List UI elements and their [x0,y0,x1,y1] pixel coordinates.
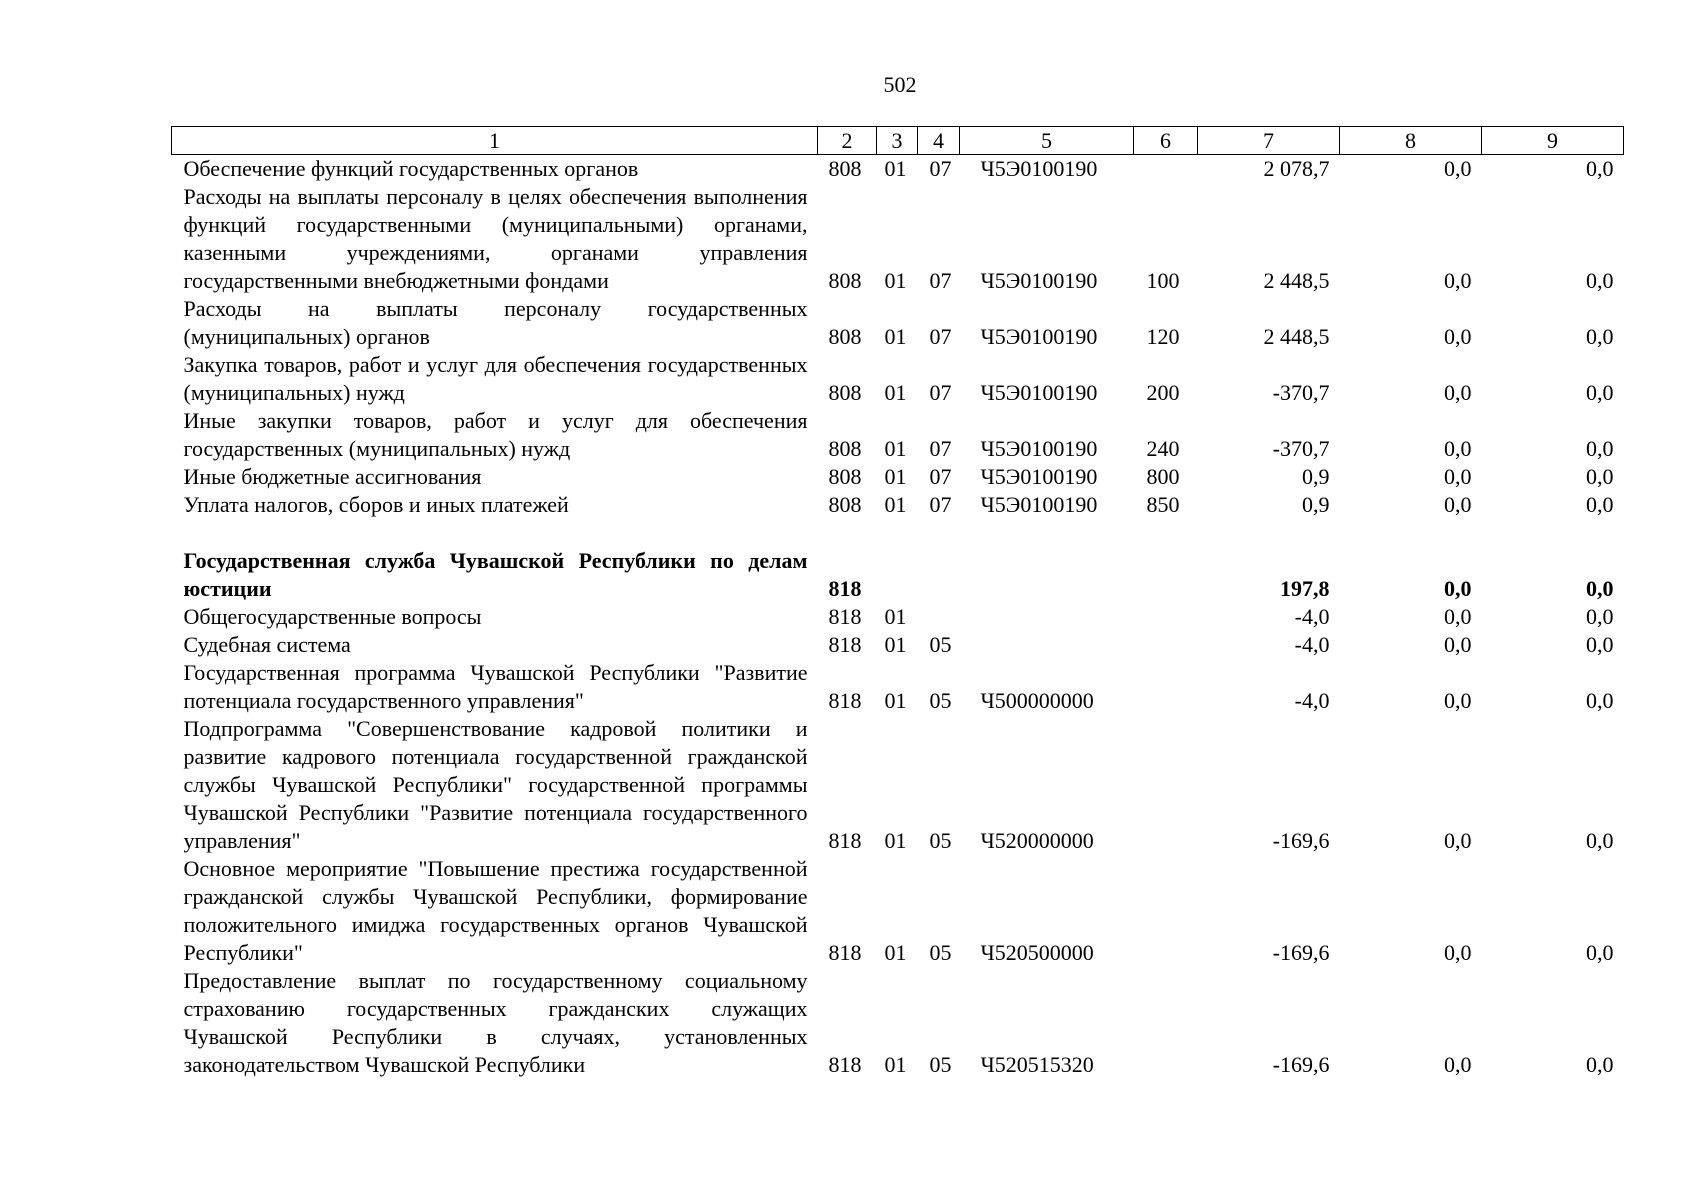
expense-type-cell [1134,631,1198,659]
subsection-code-cell: 07 [929,492,952,517]
target-article-cell: Ч520500000 [980,940,1094,965]
subsection-code-cell: 07 [929,380,952,405]
expense-type-cell: 850 [1146,492,1180,517]
subsection-code-cell: 05 [929,1052,952,1077]
row-name-cell: Закупка товаров, работ и услуг для обеспечения государственных (муниципальных) нужд [183,352,808,405]
section-code-cell: 01 [884,828,907,853]
admin-code-cell: 808 [828,324,862,349]
row-name-cell: Иные закупки товаров, работ и услуг для обеспечения государственных (муниципальных) нужд [183,408,808,461]
amount-col-9-cell: 0,0 [1586,688,1614,713]
row-name-cell: Уплата налогов, сборов и иных платежей [183,492,569,517]
section-code-cell: 01 [884,156,907,181]
admin-code-cell: 808 [828,492,862,517]
table-row [172,631,1624,659]
expense-type-cell [1134,547,1198,603]
table-row [172,463,1624,491]
admin-code-cell: 818 [828,632,862,657]
amount-col-8-cell: 0,0 [1444,940,1472,965]
target-article-cell [960,631,1134,659]
amount-col-7-cell: 2 448,5 [1263,324,1330,349]
amount-col-7-cell: 2 078,7 [1263,156,1330,181]
target-article-cell: Ч5Э0100190 [980,156,1098,181]
subsection-code-cell: 07 [929,268,952,293]
amount-col-7-cell: -370,7 [1272,380,1330,405]
table-row [172,407,1624,463]
amount-col-9-cell: 0,0 [1586,576,1614,601]
amount-col-8-cell: 0,0 [1444,380,1472,405]
row-name-cell: Основное мероприятие "Повышение престижа государственной гражданской службы Чувашской Республики, формирование положительного имиджа государственных органов Чувашской Республики" [183,856,808,965]
amount-col-9-cell: 0,0 [1586,604,1614,629]
section-code-cell: 01 [884,464,907,489]
admin-code-cell: 808 [828,436,862,461]
section-code-cell: 01 [884,268,907,293]
table-row [172,491,1624,519]
row-name-cell: Государственная программа Чувашской Республики "Развитие потенциала государственного управления" [183,660,808,713]
row-name-cell: Подпрограмма "Совершенствование кадровой политики и развитие кадрового потенциала государственной гражданской службы Чувашской Республики" государственной программы Чувашской Республики "Развитие потенциала государственного управления" [183,716,808,853]
row-name-cell: Обеспечение функций государственных органов [183,156,639,181]
amount-col-9-cell: 0,0 [1586,436,1614,461]
amount-col-7-cell: 0,9 [1302,464,1330,489]
amount-col-8-cell: 0,0 [1444,576,1472,601]
section-code-cell: 01 [884,604,907,629]
admin-code-cell: 808 [828,268,862,293]
spacer-cell [172,519,1624,547]
table-row [172,967,1624,1079]
amount-col-7-cell: 0,9 [1302,492,1330,517]
amount-col-7-cell: -4,0 [1294,632,1330,657]
expense-type-cell [1134,967,1198,1079]
header-row [172,127,1624,155]
header-col-7: 7 [1198,127,1340,155]
table-row [172,603,1624,631]
amount-col-9-cell: 0,0 [1586,492,1614,517]
amount-col-7-cell: -4,0 [1294,604,1330,629]
table-row [172,855,1624,967]
admin-code-cell: 818 [828,1052,862,1077]
expense-type-cell [1134,855,1198,967]
section-code-cell: 01 [884,632,907,657]
amount-col-8-cell: 0,0 [1444,688,1472,713]
header-col-1: 1 [172,127,818,155]
row-name-cell: Общегосударственные вопросы [183,604,482,629]
section-code-cell: 01 [884,324,907,349]
amount-col-9-cell: 0,0 [1586,156,1614,181]
amount-col-8-cell: 0,0 [1444,604,1472,629]
section-code-cell: 01 [884,436,907,461]
admin-code-cell: 818 [828,576,862,601]
subsection-code-cell: 05 [929,940,952,965]
table-header [172,127,1624,155]
amount-col-8-cell: 0,0 [1444,632,1472,657]
admin-code-cell: 818 [828,828,862,853]
expense-type-cell: 100 [1146,268,1180,293]
row-name-cell: Расходы на выплаты персоналу государственных (муниципальных) органов [183,296,808,349]
amount-col-8-cell: 0,0 [1444,464,1472,489]
table-body [172,155,1624,1080]
section-code-cell: 01 [884,940,907,965]
amount-col-8-cell: 0,0 [1444,492,1472,517]
target-article-cell: Ч520515320 [980,1052,1094,1077]
target-article-cell: Ч5Э0100190 [980,464,1098,489]
target-article-cell: Ч5Э0100190 [980,324,1098,349]
section-code-cell: 01 [884,1052,907,1077]
header-col-9: 9 [1482,127,1624,155]
admin-code-cell: 808 [828,156,862,181]
subsection-code-cell: 05 [929,828,952,853]
target-article-cell: Ч500000000 [980,688,1094,713]
amount-col-8-cell: 0,0 [1444,324,1472,349]
subsection-code-cell [918,547,960,603]
amount-col-9-cell: 0,0 [1586,632,1614,657]
header-col-6: 6 [1134,127,1198,155]
row-name-cell: Государственная служба Чувашской Республики по делам юстиции [183,548,808,601]
subsection-code-cell: 07 [929,436,952,461]
header-col-8: 8 [1340,127,1482,155]
amount-col-7-cell: 2 448,5 [1263,268,1330,293]
header-col-2: 2 [818,127,877,155]
table-row [172,547,1624,603]
row-name-cell: Расходы на выплаты персоналу в целях обеспечения выполнения функций государственными (муниципальными) органами, казенными учреждениями, органами управления государственными внебюджетными фондами [183,184,808,293]
target-article-cell: Ч5Э0100190 [980,380,1098,405]
expense-type-cell [1134,603,1198,631]
expense-type-cell [1134,659,1198,715]
subsection-code-cell: 07 [929,324,952,349]
subsection-code-cell: 05 [929,688,952,713]
section-code-cell: 01 [884,492,907,517]
header-col-4: 4 [918,127,960,155]
budget-table-container [171,126,1623,1079]
table-row [172,183,1624,295]
amount-col-8-cell: 0,0 [1444,1052,1472,1077]
amount-col-7-cell: -169,6 [1272,828,1330,853]
table-row [172,351,1624,407]
amount-col-9-cell: 0,0 [1586,464,1614,489]
table-row [172,715,1624,855]
amount-col-8-cell: 0,0 [1444,268,1472,293]
table-row [172,659,1624,715]
subsection-code-cell: 07 [929,156,952,181]
amount-col-9-cell: 0,0 [1586,940,1614,965]
target-article-cell: Ч5Э0100190 [980,268,1098,293]
admin-code-cell: 808 [828,464,862,489]
admin-code-cell: 818 [828,688,862,713]
admin-code-cell: 808 [828,380,862,405]
expense-type-cell: 800 [1146,464,1180,489]
expense-type-cell: 200 [1146,380,1180,405]
amount-col-8-cell: 0,0 [1444,156,1472,181]
amount-col-8-cell: 0,0 [1444,436,1472,461]
amount-col-7-cell: 197,8 [1280,576,1330,601]
amount-col-7-cell: -169,6 [1272,940,1330,965]
table-row [172,295,1624,351]
subsection-code-cell: 05 [929,632,952,657]
expense-type-cell [1134,715,1198,855]
page-number: 502 [883,72,917,97]
amount-col-8-cell: 0,0 [1444,828,1472,853]
amount-col-7-cell: -370,7 [1272,436,1330,461]
spacer-row [172,519,1624,547]
target-article-cell: Ч520000000 [980,828,1094,853]
expense-type-cell: 240 [1146,436,1180,461]
amount-col-7-cell: -169,6 [1272,1052,1330,1077]
amount-col-9-cell: 0,0 [1586,268,1614,293]
target-article-cell: Ч5Э0100190 [980,492,1098,517]
amount-col-9-cell: 0,0 [1586,380,1614,405]
header-col-5: 5 [960,127,1134,155]
admin-code-cell: 818 [828,604,862,629]
budget-table [171,126,1624,1079]
target-article-cell: Ч5Э0100190 [980,436,1098,461]
amount-col-9-cell: 0,0 [1586,828,1614,853]
subsection-code-cell [918,603,960,631]
amount-col-9-cell: 0,0 [1586,324,1614,349]
row-name-cell: Предоставление выплат по государственному социальному страхованию государственных гражданских служащих Чувашской Республики в случаях, установленных законодательством Чувашской Республики [183,968,808,1077]
header-col-3: 3 [877,127,918,155]
row-name-cell: Иные бюджетные ассигнования [183,464,482,489]
table-row [172,155,1624,184]
admin-code-cell: 818 [828,940,862,965]
target-article-cell [960,603,1134,631]
expense-type-cell [1134,155,1198,184]
section-code-cell [877,547,918,603]
subsection-code-cell: 07 [929,464,952,489]
section-code-cell: 01 [884,688,907,713]
target-article-cell [960,547,1134,603]
expense-type-cell: 120 [1146,324,1180,349]
amount-col-7-cell: -4,0 [1294,688,1330,713]
amount-col-9-cell: 0,0 [1586,1052,1614,1077]
row-name-cell: Судебная система [183,632,351,657]
section-code-cell: 01 [884,380,907,405]
